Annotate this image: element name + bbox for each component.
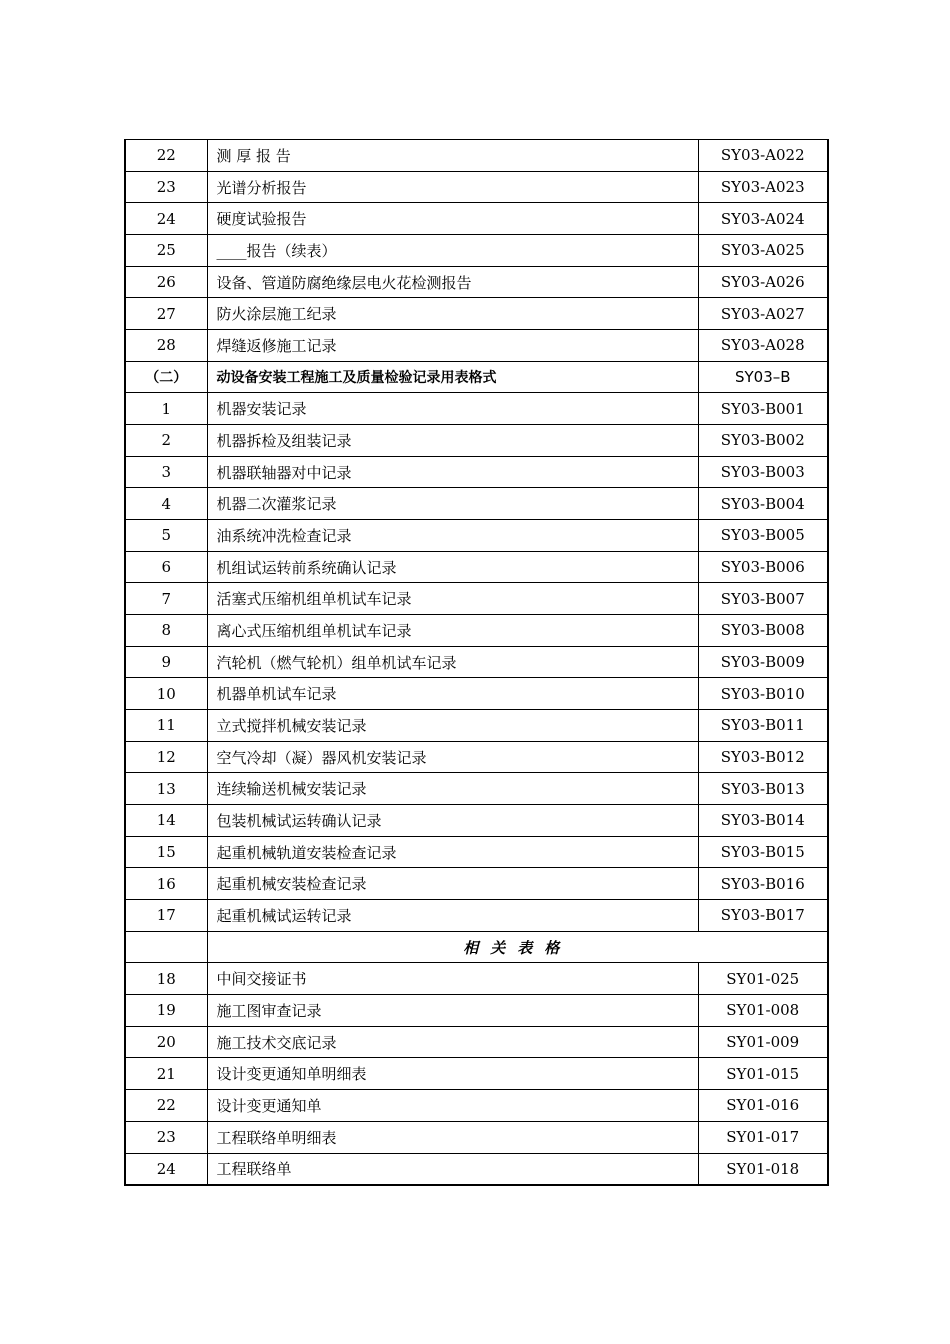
- table-body: [125, 140, 828, 1186]
- table-row: [125, 425, 828, 457]
- row-number: 22: [125, 1090, 207, 1122]
- table-row: [125, 235, 828, 267]
- row-code: SY03-B008: [698, 615, 828, 647]
- row-title: 连续输送机械安装记录: [207, 773, 698, 805]
- table-row: [125, 773, 828, 805]
- table-row: [125, 266, 828, 298]
- row-code: SY03-B006: [698, 551, 828, 583]
- row-code: SY03-A024: [698, 203, 828, 235]
- table-row: [125, 805, 828, 837]
- row-title: 包装机械试运转确认记录: [207, 805, 698, 837]
- row-title: 机器二次灌浆记录: [207, 488, 698, 520]
- row-title: 机器安装记录: [207, 393, 698, 425]
- row-number: 28: [125, 330, 207, 362]
- row-title: 工程联络单: [207, 1153, 698, 1185]
- row-number: 6: [125, 551, 207, 583]
- row-code: SY03-A028: [698, 330, 828, 362]
- row-number: 27: [125, 298, 207, 330]
- row-title: 光谱分析报告: [207, 171, 698, 203]
- row-number: 26: [125, 266, 207, 298]
- row-title: 施工技术交底记录: [207, 1026, 698, 1058]
- table-row: [125, 298, 828, 330]
- row-code: SY03-B002: [698, 425, 828, 457]
- row-number: 10: [125, 678, 207, 710]
- row-code: SY01-008: [698, 995, 828, 1027]
- row-number: 9: [125, 646, 207, 678]
- row-title: 设计变更通知单明细表: [207, 1058, 698, 1090]
- table-row: [125, 1058, 828, 1090]
- table-row: [125, 583, 828, 615]
- row-title: 空气冷却（凝）器风机安装记录: [207, 741, 698, 773]
- table-row: [125, 678, 828, 710]
- row-code: SY03-B017: [698, 900, 828, 932]
- section-number: （二）: [125, 361, 207, 393]
- row-title: 机组试运转前系统确认记录: [207, 551, 698, 583]
- row-number: 11: [125, 710, 207, 742]
- row-title: 机器拆检及组装记录: [207, 425, 698, 457]
- row-number: 19: [125, 995, 207, 1027]
- row-code: SY03-B012: [698, 741, 828, 773]
- row-number: 21: [125, 1058, 207, 1090]
- row-code: SY03-A026: [698, 266, 828, 298]
- row-number: 2: [125, 425, 207, 457]
- row-number: 14: [125, 805, 207, 837]
- row-title: 离心式压缩机组单机试车记录: [207, 615, 698, 647]
- row-code: SY03-A022: [698, 140, 828, 172]
- table-row: [125, 868, 828, 900]
- table-row: [125, 140, 828, 172]
- row-code: SY01-018: [698, 1153, 828, 1185]
- row-number: 15: [125, 836, 207, 868]
- table-row: [125, 710, 828, 742]
- table-row: [125, 963, 828, 995]
- row-code: SY01-015: [698, 1058, 828, 1090]
- row-code: SY03-B013: [698, 773, 828, 805]
- row-title: 设计变更通知单: [207, 1090, 698, 1122]
- row-number: 25: [125, 235, 207, 267]
- table-row: [125, 203, 828, 235]
- table-row: [125, 646, 828, 678]
- row-number: 3: [125, 456, 207, 488]
- row-code: SY03-A027: [698, 298, 828, 330]
- row-title: 机器单机试车记录: [207, 678, 698, 710]
- table-row: [125, 171, 828, 203]
- row-code: SY03-B005: [698, 520, 828, 552]
- table-row: [125, 488, 828, 520]
- table-row: [125, 330, 828, 362]
- row-number: 8: [125, 615, 207, 647]
- row-title: 防火涂层施工纪录: [207, 298, 698, 330]
- row-code: SY01-017: [698, 1121, 828, 1153]
- row-code: SY03-A023: [698, 171, 828, 203]
- row-code: SY03-B009: [698, 646, 828, 678]
- row-code: SY03-B004: [698, 488, 828, 520]
- table-row: [125, 995, 828, 1027]
- row-title: ____报告（续表）: [207, 235, 698, 267]
- row-number: 12: [125, 741, 207, 773]
- row-number: 23: [125, 171, 207, 203]
- section-header-row: [125, 361, 828, 393]
- blank-cell: [125, 931, 207, 963]
- row-number: 13: [125, 773, 207, 805]
- row-number: 16: [125, 868, 207, 900]
- row-number: 4: [125, 488, 207, 520]
- row-code: SY01-016: [698, 1090, 828, 1122]
- related-forms-heading-row: [125, 931, 828, 963]
- table-row: [125, 551, 828, 583]
- row-number: 18: [125, 963, 207, 995]
- row-title: 施工图审查记录: [207, 995, 698, 1027]
- row-code: SY03-B010: [698, 678, 828, 710]
- row-number: 20: [125, 1026, 207, 1058]
- row-code: SY03-B016: [698, 868, 828, 900]
- row-number: 23: [125, 1121, 207, 1153]
- row-code: SY03-B001: [698, 393, 828, 425]
- table-row: [125, 615, 828, 647]
- row-number: 7: [125, 583, 207, 615]
- row-code: SY01-025: [698, 963, 828, 995]
- section-title: 动设备安装工程施工及质量检验记录用表格式: [207, 361, 698, 393]
- record-forms-table: [124, 139, 829, 1186]
- table-row: [125, 1121, 828, 1153]
- row-title: 油系统冲洗检查记录: [207, 520, 698, 552]
- related-forms-heading: 相关表格: [207, 931, 828, 963]
- row-code: SY03-B014: [698, 805, 828, 837]
- row-title: 汽轮机（燃气轮机）组单机试车记录: [207, 646, 698, 678]
- table-row: [125, 900, 828, 932]
- table-row: [125, 741, 828, 773]
- row-title: 硬度试验报告: [207, 203, 698, 235]
- table-row: [125, 1153, 828, 1185]
- row-title: 起重机械安装检查记录: [207, 868, 698, 900]
- row-title: 工程联络单明细表: [207, 1121, 698, 1153]
- row-number: 5: [125, 520, 207, 552]
- row-number: 24: [125, 1153, 207, 1185]
- table-row: [125, 456, 828, 488]
- row-number: 24: [125, 203, 207, 235]
- row-title: 机器联轴器对中记录: [207, 456, 698, 488]
- row-title: 设备、管道防腐绝缘层电火花检测报告: [207, 266, 698, 298]
- row-title: 测 厚 报 告: [207, 140, 698, 172]
- table-row: [125, 393, 828, 425]
- row-title: 起重机械试运转记录: [207, 900, 698, 932]
- row-number: 1: [125, 393, 207, 425]
- row-code: SY03-B003: [698, 456, 828, 488]
- row-title: 中间交接证书: [207, 963, 698, 995]
- row-code: SY03-A025: [698, 235, 828, 267]
- row-number: 22: [125, 140, 207, 172]
- section-code: SY03–B: [698, 361, 828, 393]
- row-title: 起重机械轨道安装检查记录: [207, 836, 698, 868]
- table-row: [125, 1090, 828, 1122]
- table-row: [125, 520, 828, 552]
- table-row: [125, 1026, 828, 1058]
- row-code: SY01-009: [698, 1026, 828, 1058]
- row-code: SY03-B011: [698, 710, 828, 742]
- row-title: 焊缝返修施工记录: [207, 330, 698, 362]
- row-title: 活塞式压缩机组单机试车记录: [207, 583, 698, 615]
- row-number: 17: [125, 900, 207, 932]
- row-code: SY03-B015: [698, 836, 828, 868]
- table-row: [125, 836, 828, 868]
- row-code: SY03-B007: [698, 583, 828, 615]
- row-title: 立式搅拌机械安装记录: [207, 710, 698, 742]
